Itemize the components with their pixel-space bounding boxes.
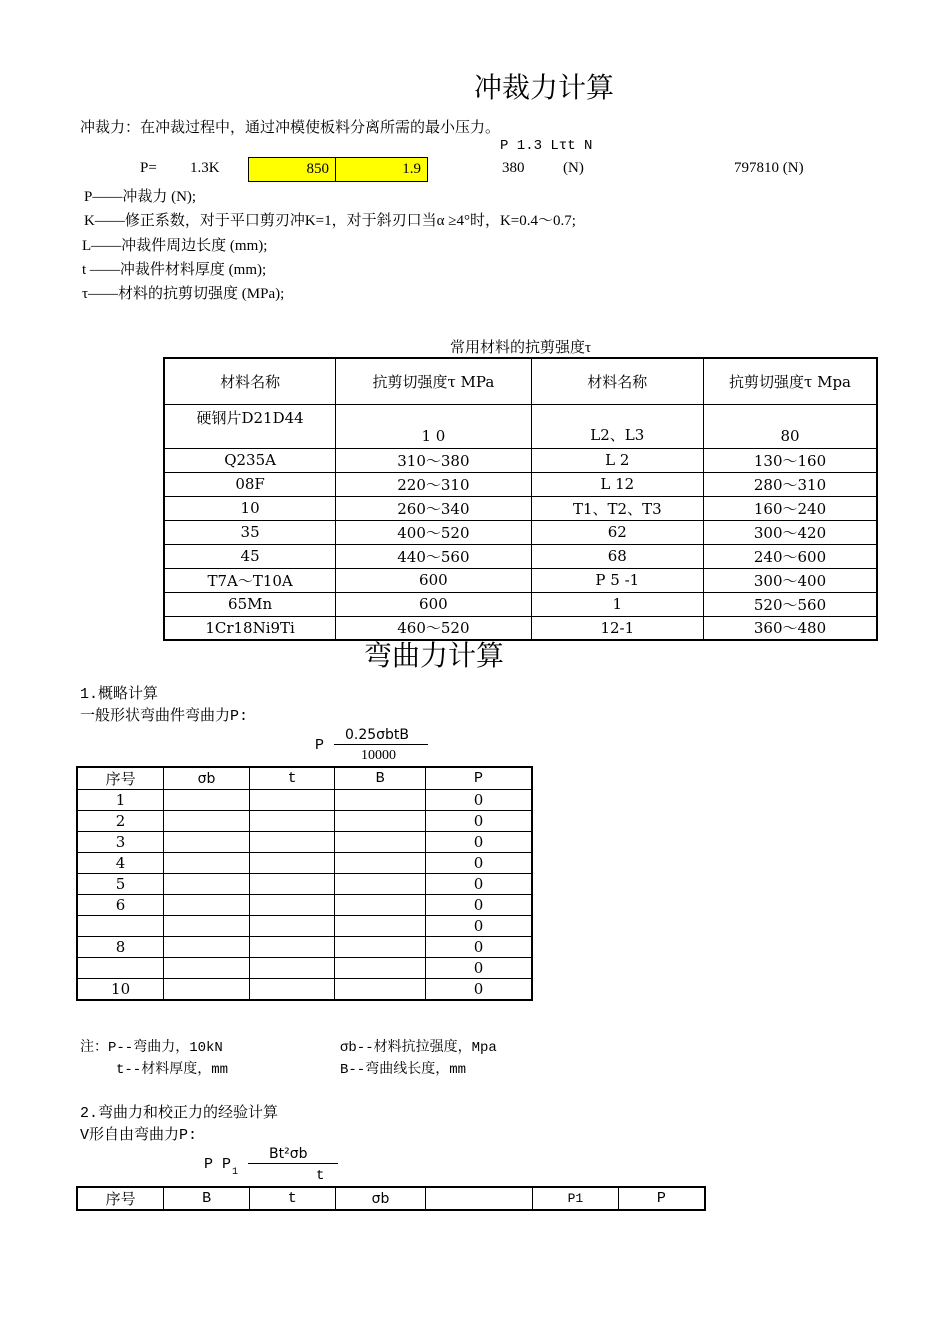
cell: 80 bbox=[704, 404, 877, 448]
formula1-denominator: 10000 bbox=[361, 748, 396, 763]
cell: 600 bbox=[336, 568, 531, 592]
cell: 62 bbox=[531, 520, 703, 544]
section1-sub: 一般形状弯曲件弯曲力P: bbox=[80, 708, 249, 725]
formula1-fraction-bar bbox=[334, 744, 428, 745]
cell: 0 bbox=[425, 874, 532, 895]
cell: 400～520 bbox=[336, 520, 531, 544]
cell: 520～560 bbox=[704, 592, 877, 616]
cell: 160～240 bbox=[704, 496, 877, 520]
cell[interactable] bbox=[164, 979, 250, 1000]
cell[interactable] bbox=[249, 916, 335, 937]
p-label: P= bbox=[140, 160, 157, 176]
cell: 0 bbox=[425, 916, 532, 937]
header-material-1: 材料名称 bbox=[164, 358, 336, 404]
cell: 1 bbox=[531, 592, 703, 616]
cell: L 2 bbox=[531, 448, 703, 472]
table-row bbox=[164, 472, 877, 496]
table-row bbox=[77, 916, 532, 937]
cell: 6 bbox=[77, 895, 164, 916]
cell: 45 bbox=[164, 544, 336, 568]
header-p: P bbox=[618, 1187, 705, 1210]
cell: 2 bbox=[77, 811, 164, 832]
t-value-cell[interactable]: 1.9 bbox=[335, 157, 428, 182]
cell[interactable] bbox=[164, 790, 250, 811]
table-row bbox=[77, 958, 532, 979]
header-b: B bbox=[335, 767, 426, 790]
cell[interactable] bbox=[335, 790, 426, 811]
header-t: t bbox=[249, 1187, 335, 1210]
cell[interactable] bbox=[249, 979, 335, 1000]
cell: 360～480 bbox=[704, 616, 877, 640]
punch-formula: P 1.3 Lτt N bbox=[500, 138, 593, 154]
cell: 12-1 bbox=[531, 616, 703, 640]
cell[interactable] bbox=[335, 958, 426, 979]
cell: 600 bbox=[336, 592, 531, 616]
formula2-fraction-bar bbox=[248, 1163, 338, 1164]
cell: 220～310 bbox=[336, 472, 531, 496]
legend-tau: τ——材料的抗剪切强度 (MPa); bbox=[82, 286, 285, 302]
table-row bbox=[164, 404, 877, 448]
section1-heading: 1.概略计算 bbox=[80, 686, 159, 703]
cell: T7A～T10A bbox=[164, 568, 336, 592]
note-line2-a: t--材料厚度，mm bbox=[116, 1062, 229, 1078]
cell: 4 bbox=[77, 853, 164, 874]
cell: 0 bbox=[425, 790, 532, 811]
L-value-cell[interactable]: 850 bbox=[248, 157, 336, 182]
cell[interactable] bbox=[249, 853, 335, 874]
cell: 240～600 bbox=[704, 544, 877, 568]
header-p1: P1 bbox=[533, 1187, 619, 1210]
shear-strength-table bbox=[163, 357, 878, 641]
legend-p: P——冲裁力 (N); bbox=[84, 189, 197, 205]
table-row bbox=[164, 448, 877, 472]
formula2-denominator: t bbox=[316, 1168, 325, 1184]
table-row bbox=[164, 568, 877, 592]
formula2-subscript: 1 bbox=[232, 1167, 239, 1178]
section2-sub: V形自由弯曲力P: bbox=[80, 1127, 198, 1144]
table-row bbox=[77, 832, 532, 853]
header-sigma-b: σb bbox=[335, 1187, 426, 1210]
cell: 35 bbox=[164, 520, 336, 544]
header-t: t bbox=[249, 767, 335, 790]
table-row bbox=[164, 616, 877, 640]
cell[interactable] bbox=[335, 874, 426, 895]
cell: L 12 bbox=[531, 472, 703, 496]
cell: 68 bbox=[531, 544, 703, 568]
section2-heading: 2.弯曲力和校正力的经验计算 bbox=[80, 1105, 279, 1122]
cell: 0 bbox=[425, 958, 532, 979]
cell: 10 bbox=[164, 496, 336, 520]
note-line2-b: B--弯曲线长度，mm bbox=[340, 1062, 467, 1078]
cell: 130～160 bbox=[704, 448, 877, 472]
cell: 300～400 bbox=[704, 568, 877, 592]
legend-k: K——修正系数，对于平口剪刃冲K=1，对于斜刃口当α ≥4°时，K=0.4～0.7; bbox=[84, 213, 576, 229]
cell: 0 bbox=[425, 937, 532, 958]
table-row bbox=[77, 811, 532, 832]
legend-t: t ——冲裁件材料厚度 (mm); bbox=[82, 262, 267, 278]
cell: 65Mn bbox=[164, 592, 336, 616]
table-row bbox=[77, 790, 532, 811]
cell: Q235A bbox=[164, 448, 336, 472]
bend-table-1 bbox=[76, 766, 533, 1001]
formula1-numerator: 0.25σbtB bbox=[345, 727, 410, 743]
header-b: B bbox=[164, 1187, 250, 1210]
cell: 260～340 bbox=[336, 496, 531, 520]
cell[interactable] bbox=[249, 958, 335, 979]
unit-n: (N) bbox=[563, 160, 584, 176]
table-row bbox=[164, 520, 877, 544]
cell: 08F bbox=[164, 472, 336, 496]
note-line1-a: 注：P--弯曲力，10kN bbox=[80, 1040, 223, 1056]
cell: 10 bbox=[77, 979, 164, 1000]
shear-table-caption: 常用材料的抗剪强度τ bbox=[450, 340, 592, 356]
cell: 5 bbox=[77, 874, 164, 895]
cell[interactable] bbox=[164, 937, 250, 958]
formula2-p: P P bbox=[204, 1156, 232, 1173]
table-row bbox=[77, 874, 532, 895]
header-material-2: 材料名称 bbox=[531, 358, 703, 404]
cell: 280～310 bbox=[704, 472, 877, 496]
table-row bbox=[164, 544, 877, 568]
formula2-numerator: Bt²σb bbox=[269, 1146, 308, 1162]
cell: 0 bbox=[425, 895, 532, 916]
cell: 0 bbox=[425, 832, 532, 853]
cell: 0 bbox=[425, 979, 532, 1000]
cell[interactable] bbox=[164, 916, 250, 937]
header-p: P bbox=[425, 767, 532, 790]
formula1-p: P bbox=[315, 737, 325, 754]
k-label: 1.3K bbox=[190, 160, 220, 176]
table-row bbox=[164, 496, 877, 520]
punch-title: 冲裁力计算 bbox=[474, 71, 615, 104]
cell[interactable] bbox=[335, 937, 426, 958]
header-blank bbox=[426, 1187, 533, 1210]
bend-title: 弯曲力计算 bbox=[364, 639, 505, 672]
cell[interactable] bbox=[335, 979, 426, 1000]
table-row bbox=[77, 895, 532, 916]
cell[interactable] bbox=[249, 790, 335, 811]
cell: 1Cr18Ni9Ti bbox=[164, 616, 336, 640]
cell[interactable] bbox=[335, 895, 426, 916]
punch-definition: 冲裁力：在冲裁过程中，通过冲模使板料分离所需的最小压力。 bbox=[80, 118, 501, 136]
punch-result: 797810 (N) bbox=[734, 160, 804, 176]
cell: 300～420 bbox=[704, 520, 877, 544]
cell[interactable] bbox=[164, 811, 250, 832]
cell[interactable] bbox=[249, 937, 335, 958]
cell: 310～380 bbox=[336, 448, 531, 472]
legend-l: L——冲裁件周边长度 (mm); bbox=[82, 238, 268, 254]
bend-table-2 bbox=[76, 1186, 706, 1211]
header-strength-1: 抗剪切强度τ MPa bbox=[336, 358, 531, 404]
cell[interactable] bbox=[164, 853, 250, 874]
cell: 0 bbox=[425, 811, 532, 832]
table-row bbox=[77, 853, 532, 874]
cell[interactable] bbox=[249, 874, 335, 895]
cell: L2、L3 bbox=[531, 404, 703, 448]
cell: T1、T2、T3 bbox=[531, 496, 703, 520]
table-row bbox=[77, 937, 532, 958]
note-line1-b: σb--材料抗拉强度，Mpa bbox=[340, 1040, 497, 1056]
cell: 440～560 bbox=[336, 544, 531, 568]
cell: 1 0 bbox=[336, 404, 531, 448]
header-seq: 序号 bbox=[77, 767, 164, 790]
cell: 1 bbox=[77, 790, 164, 811]
cell bbox=[77, 916, 164, 937]
cell[interactable] bbox=[164, 895, 250, 916]
cell[interactable] bbox=[249, 832, 335, 853]
cell: 8 bbox=[77, 937, 164, 958]
cell bbox=[77, 958, 164, 979]
header-strength-2: 抗剪切强度τ Mpa bbox=[704, 358, 877, 404]
header-seq: 序号 bbox=[77, 1187, 164, 1210]
cell: 硬钢片D21D44 bbox=[164, 404, 336, 448]
cell[interactable] bbox=[249, 811, 335, 832]
cell: 0 bbox=[425, 853, 532, 874]
cell[interactable] bbox=[335, 853, 426, 874]
table-row bbox=[77, 979, 532, 1000]
cell[interactable] bbox=[164, 874, 250, 895]
cell: 3 bbox=[77, 832, 164, 853]
cell[interactable] bbox=[335, 811, 426, 832]
header-sigma-b: σb bbox=[164, 767, 250, 790]
tau-value: 380 bbox=[502, 160, 525, 176]
cell[interactable] bbox=[335, 832, 426, 853]
cell[interactable] bbox=[164, 832, 250, 853]
table-row bbox=[164, 592, 877, 616]
cell[interactable] bbox=[164, 958, 250, 979]
cell[interactable] bbox=[335, 916, 426, 937]
cell: P 5 -1 bbox=[531, 568, 703, 592]
cell: 460～520 bbox=[336, 616, 531, 640]
cell[interactable] bbox=[249, 895, 335, 916]
